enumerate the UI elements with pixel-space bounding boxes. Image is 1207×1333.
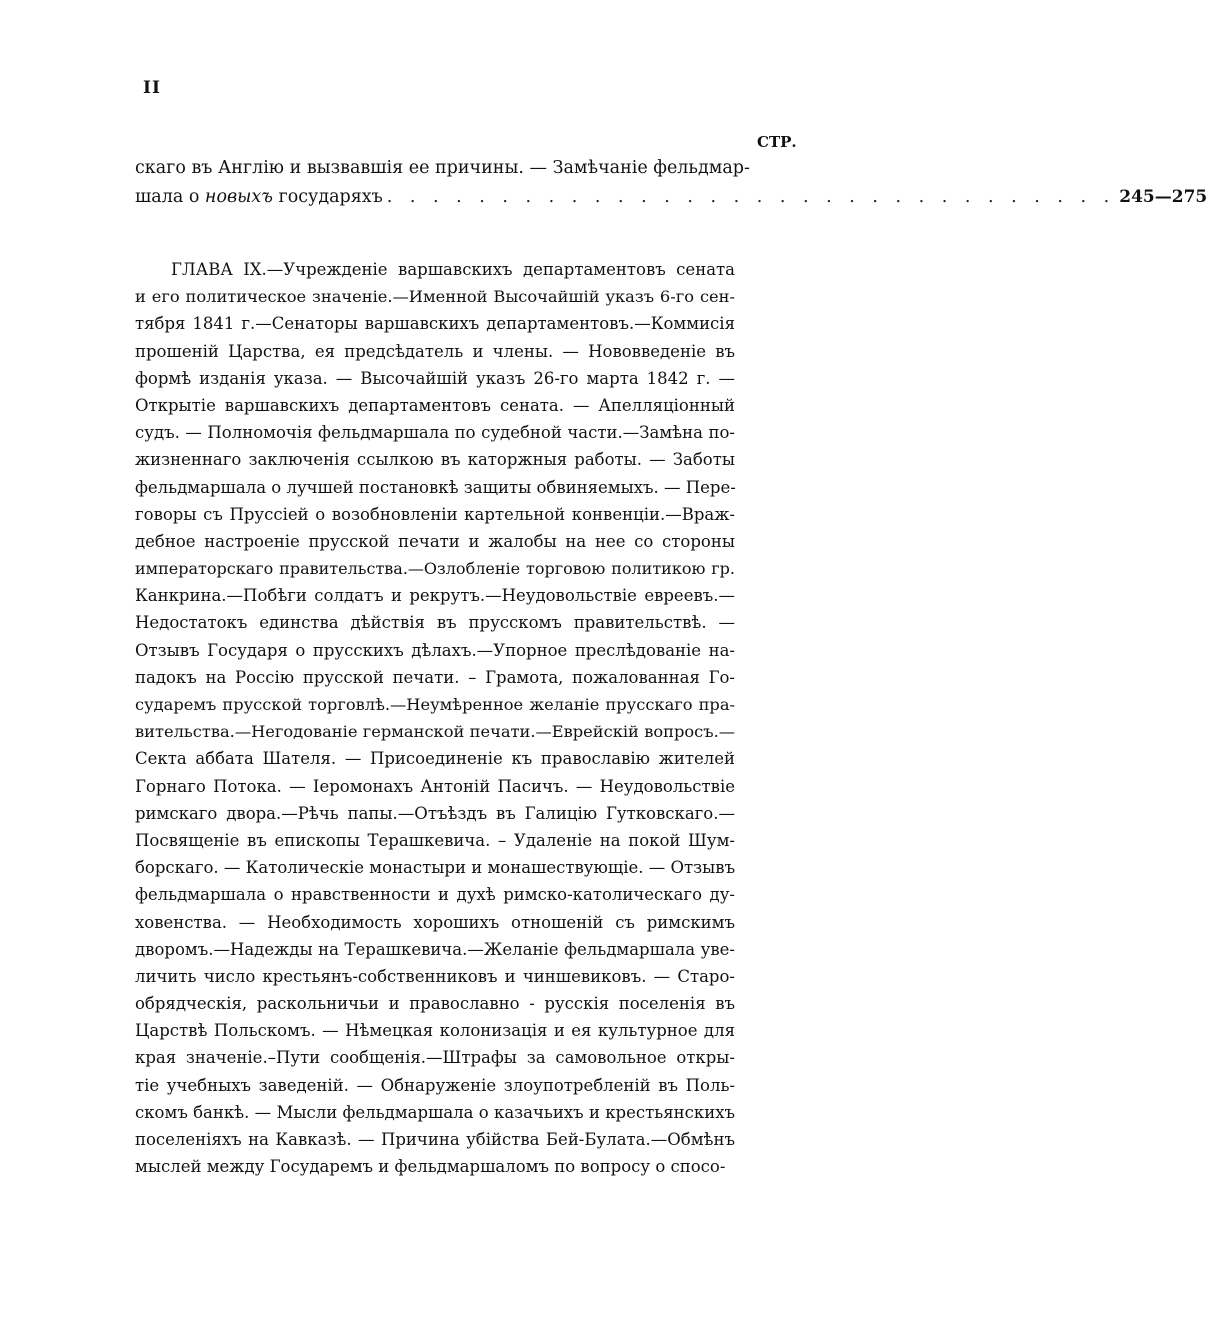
toc-text-start: шала о <box>135 187 205 207</box>
chapter-text-line: падокъ на Россію прусской печати. – Грамота, пожалованная Го- <box>135 667 735 687</box>
chapter-text-line: императорскаго правительства.—Озлобленіе торговою политикою гр. <box>135 559 735 579</box>
chapter-text-line: борскаго. — Католическіе монастыри и монашествующіе. — Отзывъ <box>135 858 736 878</box>
toc-italic-word: новыхъ <box>204 187 273 207</box>
chapter-text-line: Секта аббата Шателя. — Присоединеніе къ православію жителей <box>135 749 735 769</box>
chapter-text-line: Канкрина.—Побѣги солдатъ и рекрутъ.—Неудовольствіе евреевъ.— <box>135 586 735 606</box>
chapter-text-line: формѣ изданія указа. — Высочайшій указъ 26-го марта 1842 г. — <box>135 368 735 388</box>
chapter-text-line: судъ. — Полномочія фельдмаршала по судебной части.—Замѣна по- <box>135 423 735 443</box>
chapter-text-line: Открытіе варшавскихъ департаментовъ сената. — Апелляціонный <box>135 395 735 415</box>
chapter-text-line: скомъ банкѣ. — Мысли фельдмаршала о казачьихъ и крестьянскихъ <box>135 1102 735 1122</box>
toc-text-end: государяхъ <box>272 187 383 207</box>
toc-line-with-pages <box>135 183 1207 212</box>
chapter-ix-summary <box>135 256 735 1180</box>
chapter-text-line: Недостатокъ единства дѣйствія въ прусскомъ правительствѣ. — <box>135 613 735 633</box>
dot-leader: . . . . . . . . . . . . . . . . . . . . . . . . . . . . . . . . <box>386 187 1116 207</box>
chapter-text-line: фельдмаршала о нравственности и духѣ римско-католическаго ду- <box>135 885 735 905</box>
toc-carryover-entry <box>135 154 1207 212</box>
chapter-text-line: фельдмаршала о лучшей постановкѣ защиты обвиняемыхъ. — Пере- <box>135 477 736 497</box>
chapter-text-line: прошеній Царства, ея предсѣдатель и члены. — Нововведеніе въ <box>135 341 735 361</box>
chapter-text-line: говоры съ Пруссіей о возобновленіи картельной конвенціи.—Враж- <box>135 504 735 524</box>
chapter-text-line: жизненнаго заключенія ссылкою въ каторжныя работы. — Заботы <box>135 450 735 470</box>
toc-line: скаго въ Англію и вызвавшія ее причины. — Замѣчаніе фельдмар- <box>135 158 750 178</box>
chapter-text-line: края значеніе.–Пути сообщенія.—Штрафы за самовольное откры- <box>135 1048 735 1068</box>
chapter-text-line: римскаго двора.—Рѣчь папы.—Отъѣздъ въ Галицію Гутковскаго.— <box>135 803 735 823</box>
page-number: II <box>143 78 161 98</box>
chapter-text-line: дворомъ.—Надежды на Терашкевича.—Желаніе фельдмаршала уве- <box>135 939 735 959</box>
chapter-text-line: обрядческія, раскольничьи и православно - русскія поселенія въ <box>135 994 735 1014</box>
chapter-text-line: Царствѣ Польскомъ. — Нѣмецкая колонизація и ея культурное для <box>135 1021 735 1041</box>
chapter-text-line: мыслей между Государемъ и фельдмаршаломъ по вопросу о спосо- <box>135 1157 726 1177</box>
chapter-text-line: ховенства. — Необходимость хорошихъ отношеній съ римскимъ <box>135 912 735 932</box>
chapter-text-line: Посвященіе въ епископы Терашкевича. – Удаленіе на покой Шум- <box>135 830 735 850</box>
chapter-text-line: поселеніяхъ на Кавказѣ. — Причина убійства Бей-Булата.—Обмѣнъ <box>135 1130 735 1149</box>
chapter-text-line: личить число крестьянъ-собственниковъ и чиншевиковъ. — Старо- <box>135 966 735 986</box>
chapter-heading-line: ГЛАВА IX.—Учрежденіе варшавскихъ департаментовъ сената <box>171 260 735 279</box>
chapter-text-line: Горнаго Потока. — Іеромонахъ Антоній Пасичъ. — Неудовольствіе <box>135 776 735 796</box>
chapter-text-line: сударемъ прусской торговлѣ.—Неумѣренное желаніе прусскаго пра- <box>135 695 735 714</box>
toc-line-text <box>135 183 383 212</box>
page-column-label: СТР. <box>757 133 797 151</box>
chapter-text-line: дебное настроеніе прусской печати и жалобы на нее со стороны <box>135 531 735 551</box>
chapter-text-line: и его политическое значеніе.—Именной Высочайшій указъ 6-го сен- <box>135 287 735 307</box>
chapter-text-line: вительства.—Негодованіе германской печати.—Еврейскій вопросъ.— <box>135 722 735 742</box>
page-range: 245—275 <box>1119 187 1207 207</box>
chapter-text-line: тября 1841 г.—Сенаторы варшавскихъ департаментовъ.—Коммисія <box>135 314 735 334</box>
chapter-text-line: Отзывъ Государя о прусскихъ дѣлахъ.—Упорное преслѣдованіе на- <box>135 640 735 660</box>
chapter-text-line: тіе учебныхъ заведеній. — Обнаруженіе злоупотребленій въ Поль- <box>135 1075 735 1095</box>
